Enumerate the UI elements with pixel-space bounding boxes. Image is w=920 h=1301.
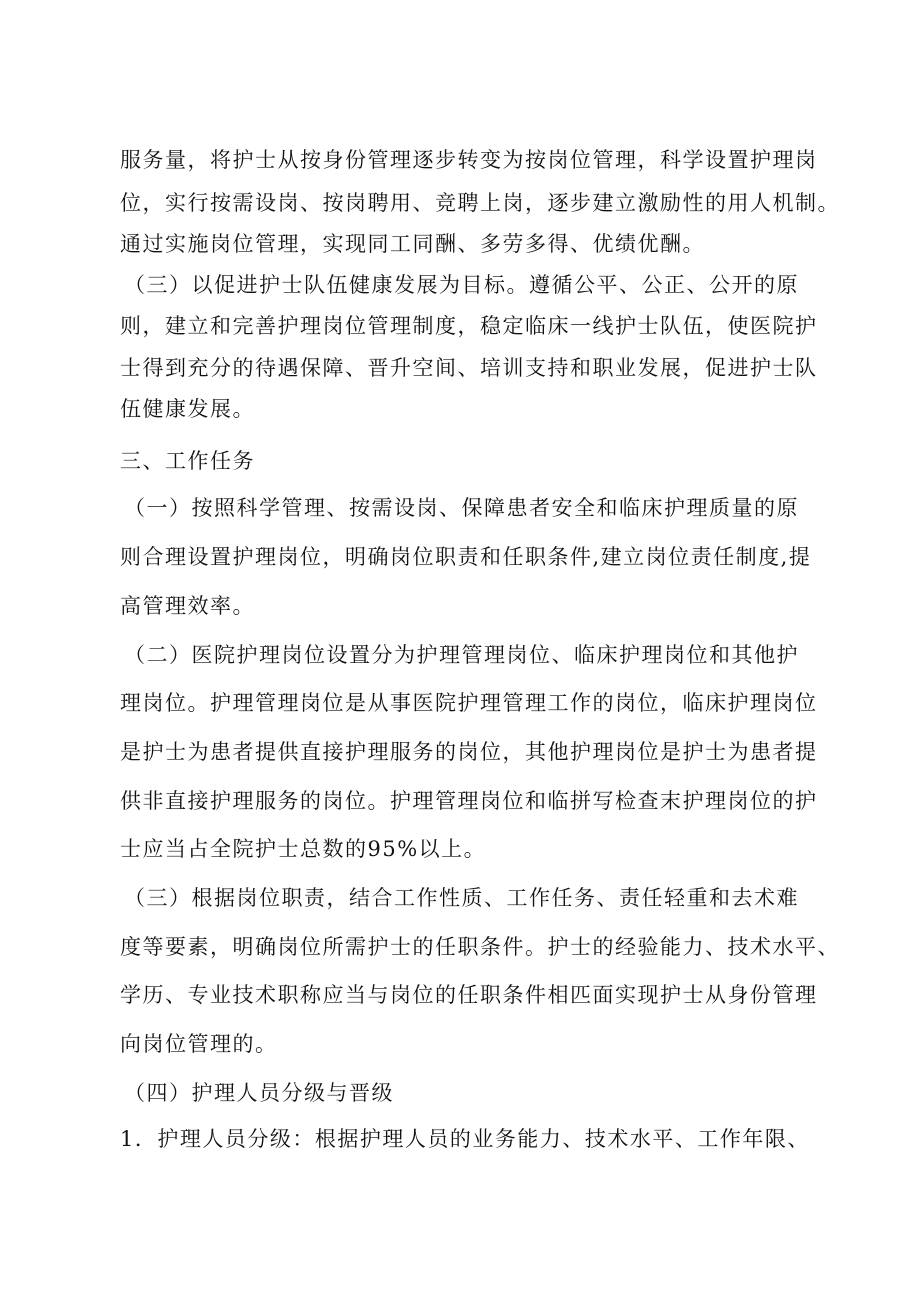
paragraph-line-18: 学历、专业技术职称应当与岗位的任职条件相匹面实现护士从身份管理 [120,983,818,1007]
paragraph-line-9: 则合理设置护理岗位，明确岗位职责和任职条件,建立岗位责任制度,提 [120,545,812,569]
section-heading: 三、工作任务 [120,449,255,473]
paragraph-line-2: 位，实行按需设岗、按岗聘用、竞聘上岗，逐步建立激励性的用人机制。 [120,191,840,215]
paragraph-line-3: 通过实施岗位管理，实现同工同酬、多劳多得、优绩优酬。 [120,232,705,256]
paragraph-line-5: 则，建立和完善护理岗位管理制度，稳定临床一线护士队伍，使医院护 [120,314,818,338]
paragraph-line-17: 度等要素，明确岗位所需护士的任职条件。护士的经验能力、技术水平、 [120,935,840,959]
paragraph-line-16: （三）根据岗位职责，结合工作性质、工作任务、责任轻重和去术难 [124,886,799,910]
paragraph-line-19: 向岗位管理的。 [120,1032,278,1056]
paragraph-line-4: （三）以促进护士队伍健康发展为目标。遵循公平、公正、公开的原 [124,273,799,297]
paragraph-line-12: 理岗位。护理管理岗位是从事医院护理管理工作的岗位，临床护理岗位 [120,691,818,715]
paragraph-line-8: （一）按照科学管理、按需设岗、保障患者安全和临床护理质量的原 [124,496,799,520]
paragraph-line-10: 高管理效率。 [120,594,255,618]
paragraph-line-20: （四）护理人员分级与晋级 [124,1081,394,1105]
paragraph-line-15: 士应当占全院护士总数的95%以上。 [120,837,487,861]
paragraph-line-14: 供非直接护理服务的岗位。护理管理岗位和临拼写检查末护理岗位的护 [120,789,818,813]
paragraph-line-6: 士得到充分的待遇保障、晋升空间、培训支持和职业发展，促进护士队 [120,356,818,380]
paragraph-line-1: 服务量，将护士从按身份管理逐步转变为按岗位管理，科学设置护理岗 [120,148,818,172]
paragraph-line-21: 1．护理人员分级：根据护理人员的业务能力、技术水平、工作年限、 [120,1127,810,1151]
paragraph-line-13: 是护士为患者提供直接护理服务的岗位，其他护理岗位是护士为患者提 [120,740,818,764]
paragraph-line-7: 伍健康发展。 [120,397,255,421]
paragraph-line-11: （二）医院护理岗位设置分为护理管理岗位、临床护理岗位和其他护 [124,643,799,667]
